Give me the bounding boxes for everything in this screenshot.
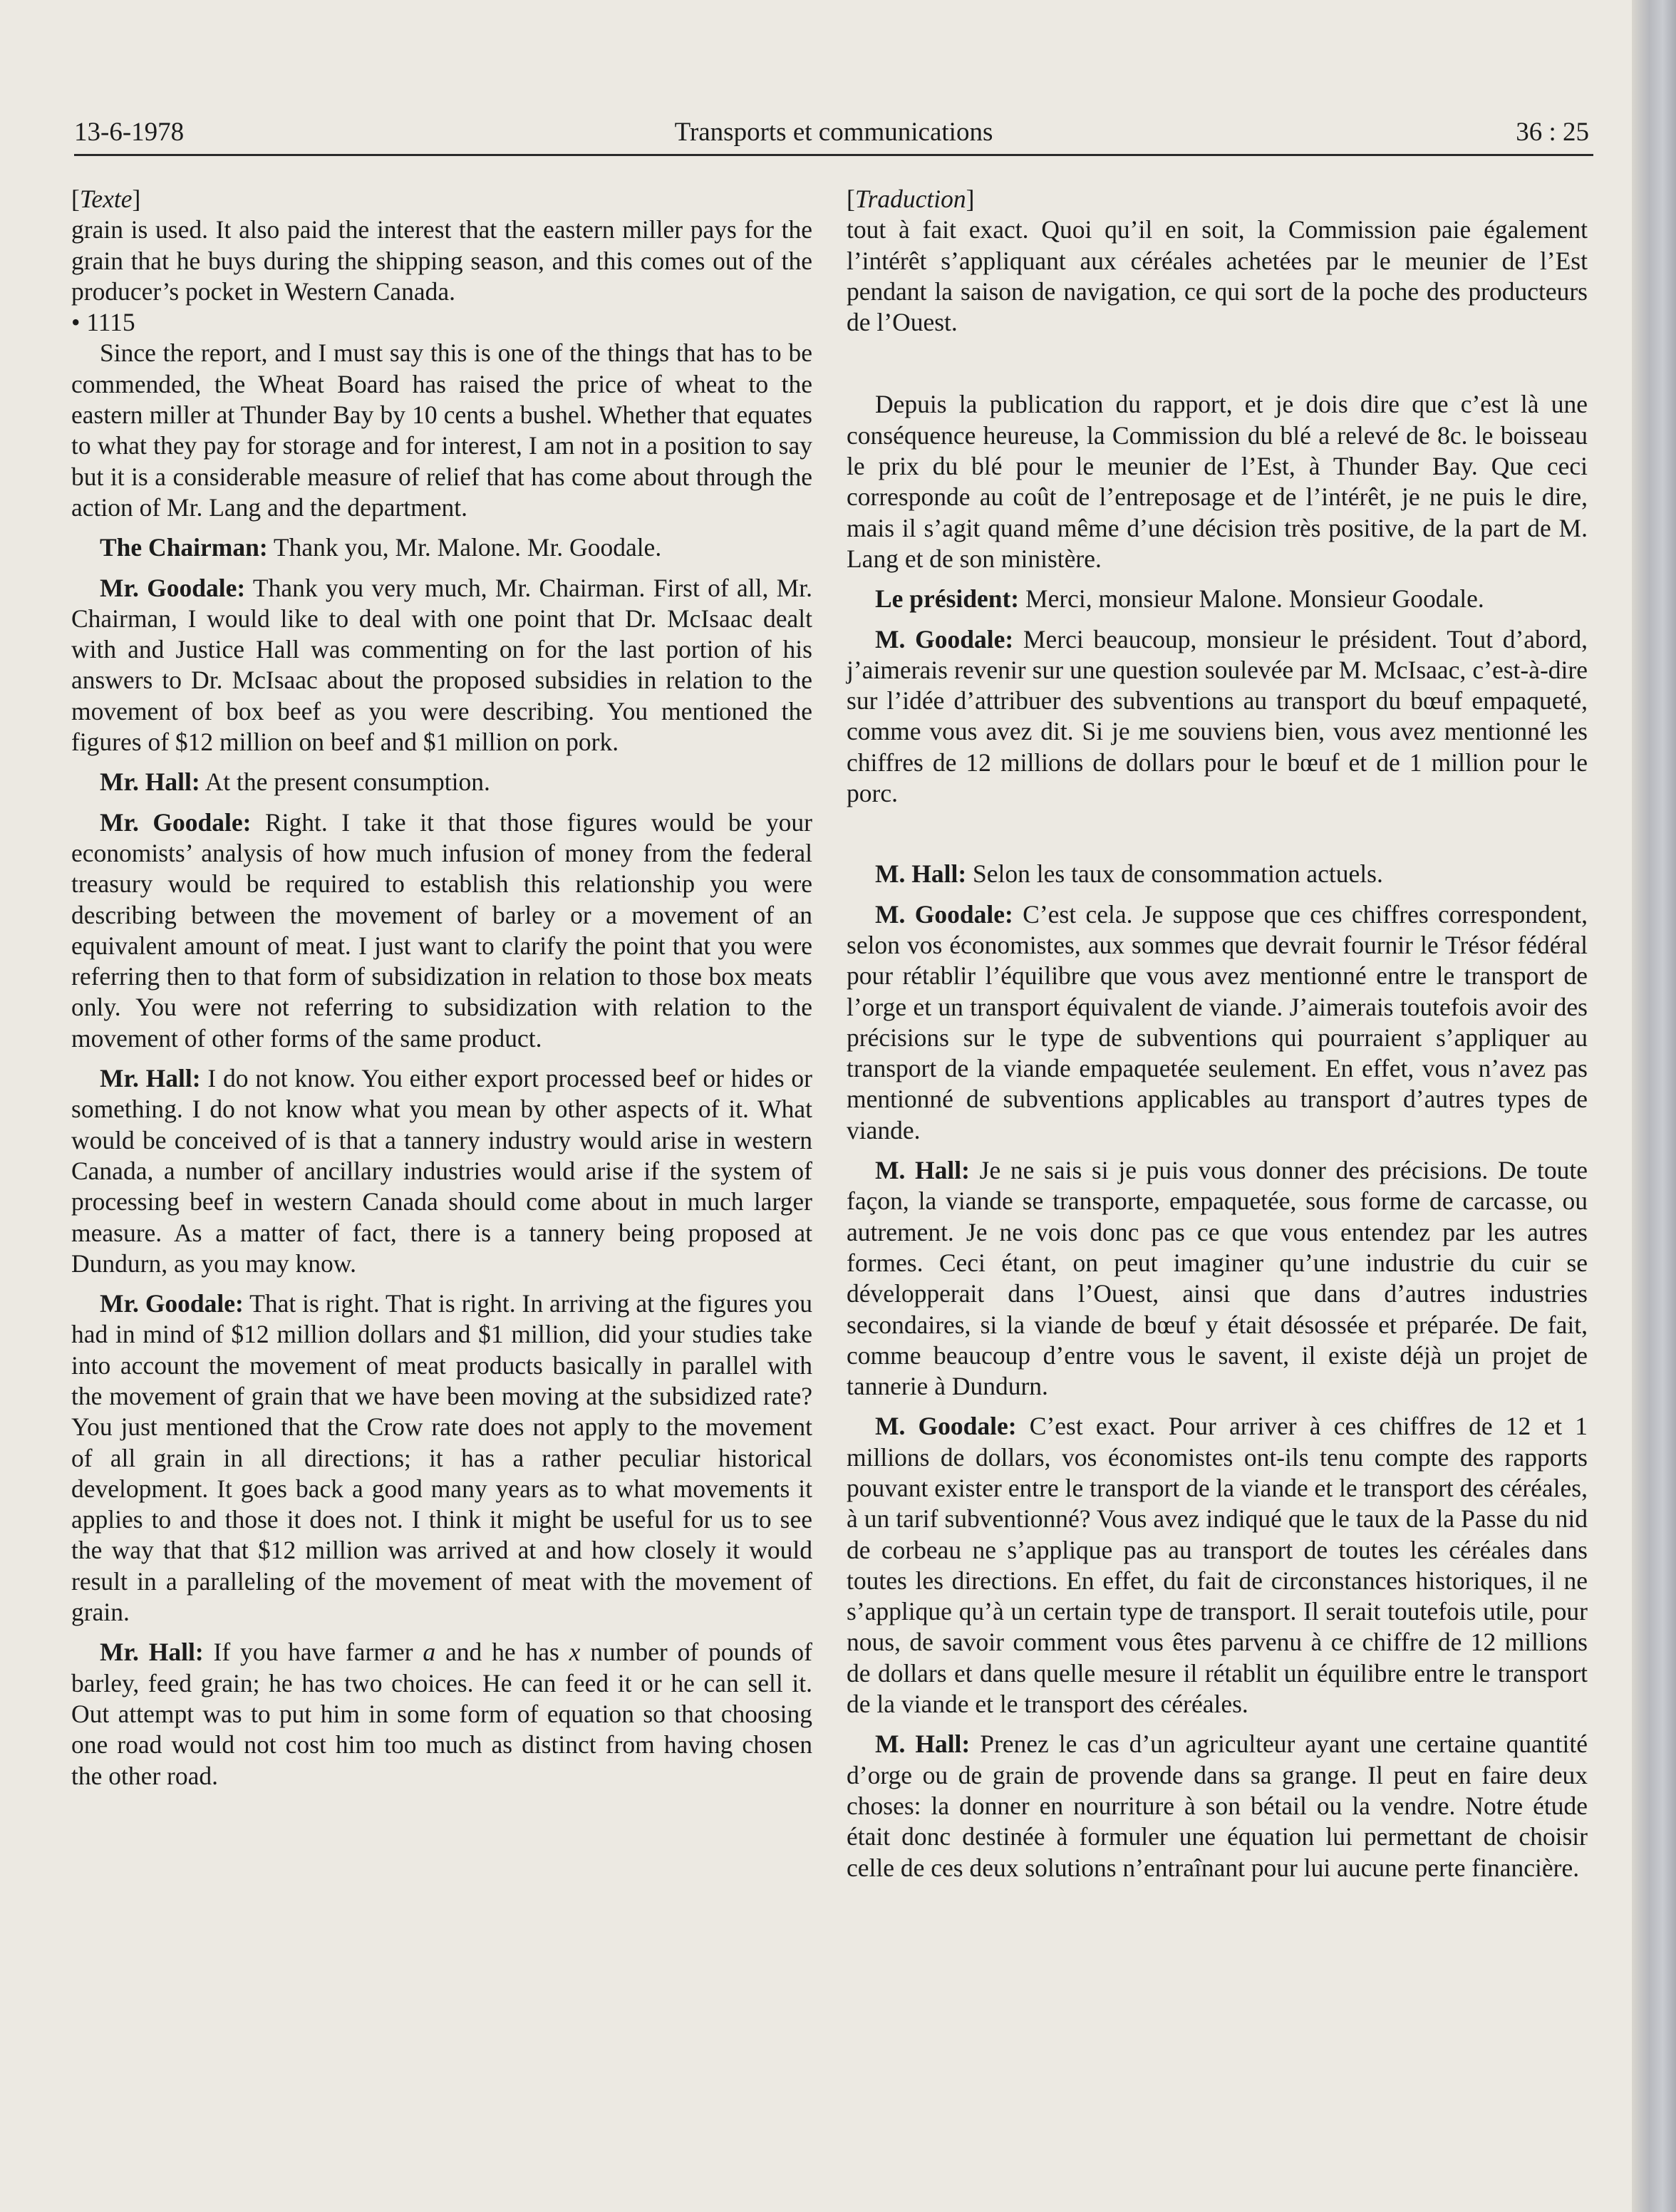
speaker-paragraph: M. Goodale: C’est cela. Je suppose que ces chiffres correspondent, selon vos économistes, aux sommes que devrait fournir le Trésor fédéral pour rétablir l’équilibre que vous avez mentionné entre le transport de l’orge et un transport équivalent de viande. J’aimerais toutefois avoir des précisions sur le type de subventions qui pourraient s’appliquer au transport de la viande empaquetée seulement. En effet, vous n’avez pas mentionné de subventions applicables au transport d’autres types de viande. [847, 899, 1588, 1144]
speaker-paragraph: Mr. Goodale: Thank you very much, Mr. Chairman. First of all, Mr. Chairman, I would like to deal with one point that Dr. McIsaac dealt with and Justice Hall was commenting on for the last portion of his answers to Dr. McIsaac about the proposed subsidies in relation to the movement of box beef as you were describing. You mentioned the figures of $12 million on beef and $1 million on pork. [71, 573, 812, 757]
traduction-marker: [Traduction] [847, 185, 975, 213]
paragraph: tout à fait exact. Quoi qu’il en soit, la Commission paie également l’intérêt s’appliquant aux céréales achetées par le meunier de l’Est pendant la saison de navigation, ce qui sort de la poche des producteurs de l’Ouest. [847, 215, 1588, 337]
speaker-paragraph: Mr. Hall: If you have farmer a and he has x number of pounds of barley, feed grain; he has two choices. He can feed it or he can sell it. Out attempt was to put him in some form of equation so that choosing one road would not cost him too much as distinct from having chosen the other road. [71, 1638, 812, 1790]
spacer [847, 809, 1588, 849]
spacer [847, 338, 1588, 380]
speaker-paragraph: Mr. Goodale: That is right. That is right. In arriving at the figures you had in mind of $12 million dollars and $1 million, did your studies take into account the movement of meat products basically in parallel with the movement of grain that we have been moving at the subsidized rate? You just mentioned that the Crow rate does not apply to the movement of all grain in all directions; it has a rather peculiar historical development. It goes back a good many years as to what movements it applies to and those it does not. I think it might be useful for us to see the way that that $12 million was arrived at and how closely it would result in a paralleling of the movement of meat with the movement of grain. [71, 1289, 812, 1627]
speaker-paragraph: Mr. Hall: I do not know. You either export processed beef or hides or something. I do not know what you mean by other aspects of it. What would be conceived of is that a tannery industry would arise in western Canada, a number of ancillary industries would arise if the system of processing beef in western Canada should come about in much larger measure. As a matter of fact, there is a tannery being proposed at Dundurn, as you may know. [71, 1064, 812, 1278]
speaker-label: Mr. Goodale: [100, 807, 252, 837]
time-marker [71, 307, 812, 338]
speaker-label: M. Hall: [875, 1730, 971, 1759]
english-column [71, 184, 812, 1792]
speaker-label: Mr. Goodale: [100, 1289, 244, 1318]
speaker-label: Le président: [875, 584, 1020, 614]
paragraph: Depuis la publication du rapport, et je dois dire que c’est là une conséquence heureuse, la Commission du blé a relevé de 8c. le boisseau le prix du blé pour le meunier de l’Est, à Thunder Bay. Que ceci corresponde au coût de l’entreposage et de l’intérêt, je ne puis le dire, mais il s’agit quand même d’une décision très positive, de la part de M. Lang et de son ministère. [847, 390, 1588, 573]
speaker-paragraph: Mr. Hall: At the present consumption. [100, 768, 490, 797]
french-column [847, 184, 1588, 1883]
speaker-label: Mr. Hall: [100, 768, 200, 797]
texte-marker: [Texte] [71, 185, 141, 213]
speaker-label: M. Goodale: [875, 1412, 1017, 1441]
speaker-label: Mr. Goodale: [100, 573, 246, 602]
paragraph: Since the report, and I must say this is one of the things that has to be commended, the Wheat Board has raised the price of wheat to the eastern miller at Thunder Bay by 10 cents a bushel. Whether that equates to what they pay for storage and for interest, I am not in a position to say but it is a considerable measure of relief that has come about through the action of Mr. Lang and the department. [71, 338, 812, 522]
speaker-label: M. Goodale: [875, 624, 1014, 653]
speaker-label: The Chairman: [100, 533, 268, 562]
speaker-paragraph: M. Hall: Prenez le cas d’un agriculteur ayant une certaine quantité d’orge ou de grain de provende dans sa grange. Il peut en faire deux choses: la donner en nourriture à son bétail ou la vendre. Notre étude était donc destinée à formuler une équation lui permettant de choisir celle de ces deux solutions n’entraînant pour lui aucune perte financière. [847, 1730, 1588, 1882]
bullet-icon: • [71, 308, 81, 337]
speaker-paragraph: M. Goodale: Merci beaucoup, monsieur le président. Tout d’abord, j’aimerais revenir sur une question soulevée par M. McIsaac, c’est-à-dire sur l’idée d’attribuer des subventions au transport du bœuf empaqueté, comme vous avez dit. Si je me souviens bien, vous avez mentionné les chiffres de 12 millions de dollars pour le bœuf et de 1 million pour le porc. [847, 624, 1588, 808]
speaker-label: M. Hall: [875, 1156, 970, 1185]
speaker-paragraph: The Chairman: Thank you, Mr. Malone. Mr. Goodale. [100, 533, 662, 562]
header-title: Transports et communications [674, 118, 993, 147]
paragraph: grain is used. It also paid the interest that the eastern miller pays for the grain that he buys during the shipping season, and this comes out of the producer’s pocket in Western Canada. [71, 215, 812, 306]
header-page-number: 36 : 25 [1516, 118, 1589, 147]
speaker-paragraph: Le président: Merci, monsieur Malone. Monsieur Goodale. [875, 584, 1484, 614]
speaker-paragraph: M. Hall: Je ne sais si je puis vous donner des précisions. De toute façon, la viande se transporte, empaquetée, sous forme de carcasse, ou autrement. Je ne vois donc pas ce que vous entendez par les autres formes. Ceci étant, on peut imaginer qu’une industrie du cuir se développerait dans l’Ouest, ainsi que dans d’autres industries secondaires, si la viande de bœuf y était désossée et préparée. De fait, comme beaucoup d’entre vous le savent, il existe déjà un projet de tannerie à Dundurn. [847, 1156, 1588, 1401]
speaker-label: M. Goodale: [875, 899, 1013, 929]
header-date: 13-6-1978 [74, 118, 185, 147]
time-value: 1115 [86, 308, 135, 337]
speaker-paragraph: M. Hall: Selon les taux de consommation actuels. [875, 859, 1383, 889]
speaker-label: Mr. Hall: [100, 1064, 201, 1093]
page-edge [1632, 0, 1676, 2212]
speaker-label: Mr. Hall: [100, 1638, 204, 1667]
running-header [74, 114, 1593, 156]
speaker-paragraph: Mr. Goodale: Right. I take it that those figures would be your economists’ analysis of how much infusion of money from the federal treasury would be required to establish this relationship you were describing between the movement of barley or a movement of an equivalent amount of meat. I just want to clarify the point that you were referring then to that form of subsidization in relation to those box meats only. You were not referring to subsidization with relation to the movement of other forms of the same product. [71, 807, 812, 1053]
speaker-label: M. Hall: [875, 859, 967, 889]
speaker-paragraph: M. Goodale: C’est exact. Pour arriver à ces chiffres de 12 et 1 millions de dollars, vos économistes ont-ils tenu compte des rapports pouvant exister entre le transport de la viande et le transport des céréales, à un tarif subventionné? Vous avez indiqué que le taux de la Passe du nid de corbeau ne s’applique pas au transport de toutes les céréales dans toutes les directions. En effet, du fait de circonstances historiques, il ne s’applique qu’à un certain type de transport. Il serait toutefois utile, pour nous, de savoir comment vous êtes parvenu à ce chiffre de 12 millions de dollars et dans quelle mesure il rétablit un équilibre entre le transport de la viande et le transport des céréales. [847, 1412, 1588, 1719]
